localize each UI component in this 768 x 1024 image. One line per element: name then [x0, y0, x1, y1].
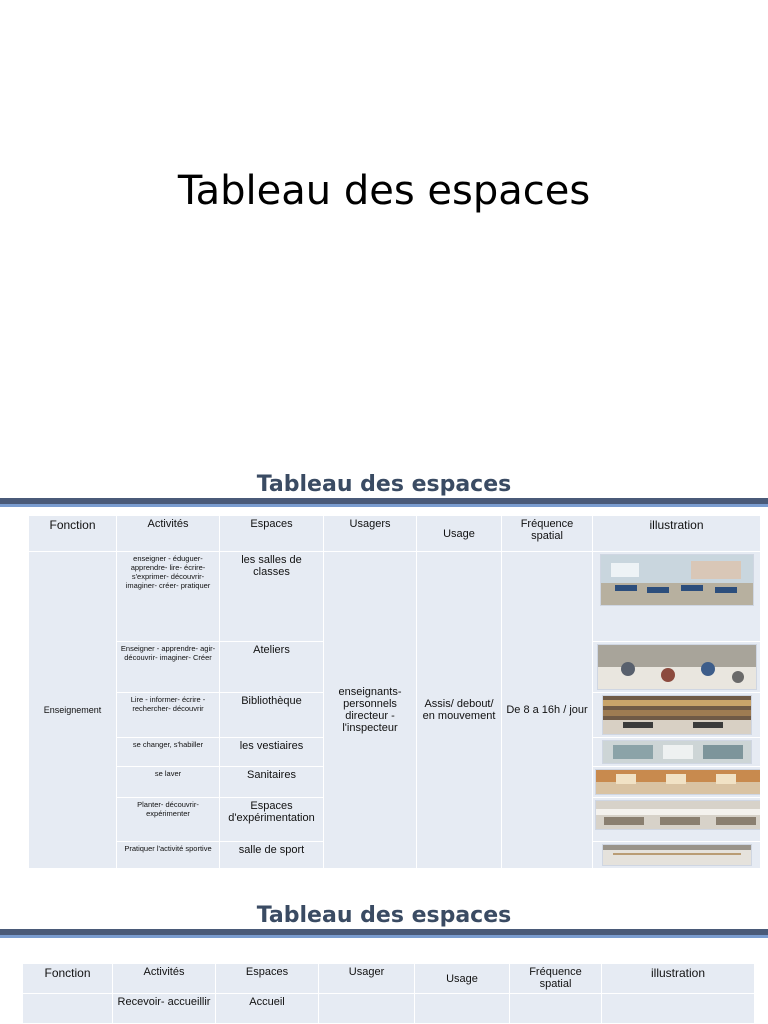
illustration-cell — [593, 642, 761, 693]
header-frequence: Fréquence spatial — [502, 516, 593, 552]
activite-cell: se changer, s'habiller — [117, 738, 220, 767]
experimentation-image — [595, 800, 761, 830]
espace-cell: les vestiaires — [220, 738, 324, 767]
header-usager: Usager — [319, 964, 415, 994]
activite-cell: se laver — [117, 767, 220, 798]
fonction-cell — [23, 994, 113, 1024]
activite-cell: enseigner - éduguer- apprendre- lire- écrire- s'exprimer- découvrir- imaginer- créer- pratiquer — [117, 552, 220, 642]
espace-cell: les salles de classes — [220, 552, 324, 642]
illustration-cell — [593, 738, 761, 767]
header-usage: Usage — [417, 516, 502, 552]
fonction-cell: Enseignement — [29, 552, 117, 869]
usagers-cell: enseignants- personnels directeur - l'inspecteur — [324, 552, 417, 869]
header-usagers: Usagers — [324, 516, 417, 552]
espace-cell: Espaces d'expérimentation — [220, 798, 324, 842]
illustration-cell — [593, 552, 761, 642]
header-espaces: Espaces — [216, 964, 319, 994]
espace-cell: Bibliothèque — [220, 693, 324, 738]
header-activites: Activités — [117, 516, 220, 552]
spaces-table — [28, 515, 761, 869]
header-fonction: Fonction — [29, 516, 117, 552]
slide-heading: Tableau des espaces — [256, 903, 512, 928]
header-illustration: illustration — [593, 516, 761, 552]
header-illustration: illustration — [602, 964, 755, 994]
activite-cell: Enseigner - apprendre- agir- découvrir- imaginer- Créer — [117, 642, 220, 693]
illustration-cell — [593, 798, 761, 842]
workshop-image — [597, 644, 757, 690]
espace-cell: salle de sport — [220, 842, 324, 869]
slide-title: Tableau des espaces — [177, 168, 591, 214]
locker-room-image — [602, 740, 752, 764]
spaces-table — [22, 963, 755, 1024]
header-frequence: Fréquence spatial — [510, 964, 602, 994]
espace-cell: Accueil — [216, 994, 319, 1024]
header-fonction: Fonction — [23, 964, 113, 994]
usage-cell — [415, 994, 510, 1024]
illustration-cell — [593, 842, 761, 869]
activite-cell: Planter- découvrir- expérimenter — [117, 798, 220, 842]
sanitary-image — [595, 769, 761, 795]
header-activites: Activités — [113, 964, 216, 994]
illustration-cell — [593, 767, 761, 798]
espace-cell: Ateliers — [220, 642, 324, 693]
activite-cell: Pratiquer l'activité sportive — [117, 842, 220, 869]
header-usage: Usage — [415, 964, 510, 994]
sports-hall-image — [602, 844, 752, 866]
library-image — [602, 695, 752, 735]
illustration-cell — [593, 693, 761, 738]
frequence-cell: De 8 a 16h / jour — [502, 552, 593, 869]
slide-heading: Tableau des espaces — [256, 472, 512, 497]
activite-cell: Lire - informer- écrire - rechercher- découvrir — [117, 693, 220, 738]
usager-cell — [319, 994, 415, 1024]
espace-cell: Sanitaires — [220, 767, 324, 798]
illustration-cell — [602, 994, 755, 1024]
header-rule-accent — [0, 504, 768, 507]
header-espaces: Espaces — [220, 516, 324, 552]
classroom-image — [600, 554, 754, 606]
slide-header — [0, 903, 768, 955]
activite-cell: Recevoir- accueillir — [113, 994, 216, 1024]
usage-cell: Assis/ debout/ en mouvement — [417, 552, 502, 869]
header-rule-accent — [0, 935, 768, 938]
frequence-cell — [510, 994, 602, 1024]
